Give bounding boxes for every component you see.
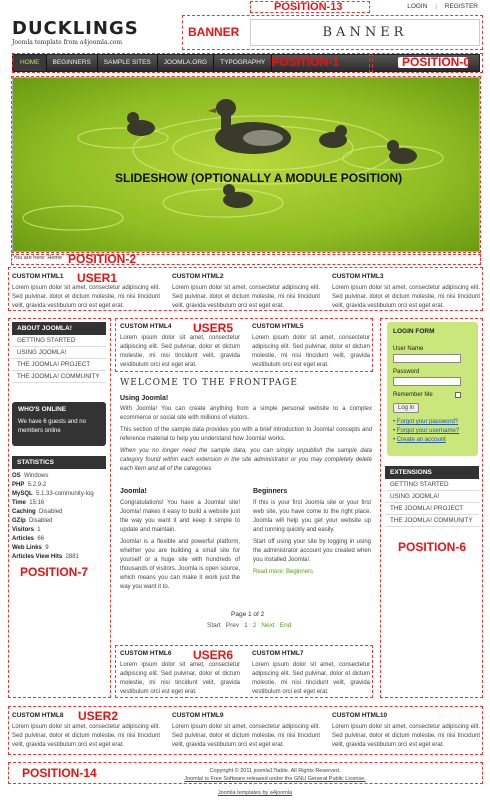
module-title: CUSTOM HTML1 [12,273,64,280]
banner-position-label: BANNER [188,25,240,39]
stat-row: Articles View Hits 2881 [12,554,79,560]
module-header: ABOUT JOOMLA! [12,322,106,335]
module-text: Lorem ipsum dolor sit amet, consectetur adipiscing elit. Sed pulvinar, dolor et dictum molestie, mi nisi tincidunt velit, gravida vestibulum orci est eget erat. [332,285,480,309]
main-content [120,378,372,474]
position-7-label: POSITION-7 [20,565,89,579]
menu-item-joomla-project[interactable]: THE JOOMLA! PROJECT [12,359,106,371]
menu-item-using-joomla[interactable]: USING JOOMLA! [12,347,106,359]
article-paragraph: If this is your first Joomla site or your first web site, you have come to the right place. Joomla will help you get your website up and running quickly and easily. [253,500,371,533]
position-6-label: POSITION-6 [398,540,467,554]
module-text: Lorem ipsum dolor sit amet, consectetur adipiscing elit. Sed pulvinar, dolor et dictum molestie, mi nisi tincidunt velit, gravida vestibulum orci est eget erat. [172,285,320,309]
custom-html2-module [172,273,320,311]
slideshow-label: SLIDESHOW (OPTIONALLY A MODULE POSITION) [115,171,403,185]
pagination [207,622,291,629]
menu-item-joomla-project[interactable]: THE JOOMLA! PROJECT [385,503,479,515]
article-paragraph: Joomla! is a flexible and powerful platform, whether you are building a small site for yourself or a huge site with hundreds of thousands of visitors. Joomla is open source, which means you can make it work just the way you want it to. [120,539,240,590]
position-1-label: POSITION-1 [271,55,340,69]
copyright: Copyright © 2011 joomla17table. All Rights Reserved. [209,768,341,774]
menu-item-getting-started[interactable]: GETTING STARTED [385,479,479,491]
custom-html10-module [332,712,480,750]
user5-label: USER5 [193,321,234,335]
template-credit-link[interactable]: Joomla templates by a4joomla [217,790,293,796]
pager-prev[interactable]: Prev [225,622,240,629]
article-paragraph: With Joomla! You can create anything from a simple personal website to a complex ecommerce or social site with millions of visitors. [120,406,372,421]
module-text: Lorem ipsum dolor sit amet, consectetur adipiscing elit. Sed pulvinar, dolor et dictum molestie, mi nisi tincidunt velit, gravida vestibulum orci est eget erat. [252,662,370,695]
nav-item-typography[interactable]: TYPOGRAPHY [214,55,272,71]
article-title[interactable]: Joomla! [120,488,147,495]
nav-item-joomla-org[interactable]: JOOMLA.ORG [158,55,214,71]
stat-row: Articles 66 [12,536,45,542]
article-title[interactable]: Beginners [253,488,288,495]
module-title: CUSTOM HTML9 [172,712,224,719]
nav-item-sample-sites[interactable]: SAMPLE SITES [98,55,158,71]
top-links: LOGIN | REGISTER [407,3,478,10]
module-title: CUSTOM HTML5 [252,323,304,330]
password-input[interactable] [393,377,461,386]
stat-row: MySQL 5.1.33-community-log [12,491,94,497]
menu-item-using-joomla[interactable]: USING JOOMLA! [385,491,479,503]
login-button[interactable]: Log in [393,403,419,413]
article-paragraph: Congratulations! You have a Joomla! site! Joomla! makes it easy to build a website just the way you want it and keep it simple to update and maintain. [120,500,240,533]
position-14-label: POSITION-14 [22,766,97,780]
create-account-link[interactable]: Create an account [396,437,446,443]
module-text: Lorem ipsum dolor sit amet, consectetur adipiscing elit. Sed pulvinar, dolor et dictum molestie, mi nisi tincidunt velit, gravida vestibulum orci est eget erat. [252,335,370,368]
page-title: WELCOME TO THE FRONTPAGE [120,378,298,388]
stat-row: GZip Disabled [12,518,53,524]
user1-label: USER1 [77,271,118,285]
position-0-label: POSITION-0 [402,55,471,69]
module-text: Lorem ipsum dolor sit amet, consectetur adipiscing elit. Sed pulvinar, dolor et dictum molestie, mi nisi tincidunt velit, gravida vestibulum orci est eget erat. [12,724,160,748]
module-title: CUSTOM HTML10 [332,712,388,719]
position-13-label: POSITION-13 [274,1,343,13]
remember-row [393,392,461,398]
login-form-module [387,322,478,456]
article-paragraph: When you no longer need the sample data, you can simply unpublish the sample data category found within each extension in the site administrator or you may completely delete each item and all of the categories [120,448,372,472]
banner-image[interactable]: BANNER [250,19,480,46]
nav-item-home[interactable]: HOME [14,55,47,71]
nav-item-beginners[interactable]: BEGINNERS [47,55,98,71]
position-2-label: POSITION-2 [68,252,137,266]
username-label: User Name [393,346,424,352]
module-text: Lorem ipsum dolor sit amet, consectetur adipiscing elit. Sed pulvinar, dolor et dictum molestie, mi nisi tincidunt velit, gravida vestibulum orci est eget erat. [332,724,480,748]
article-beginners [253,488,371,575]
module-text: We have 6 guests and no members online [18,419,86,434]
about-menu [12,335,106,383]
statistics-module [12,456,106,562]
whos-online-module [12,402,106,446]
username-input[interactable] [393,354,461,363]
article-paragraph: Start off using your site by logging in using the administrator account you created when you installed Joomla!. [253,539,371,563]
module-header: STATISTICS [12,456,106,469]
remember-checkbox[interactable] [455,392,461,398]
module-title: CUSTOM HTML8 [12,712,64,719]
article-subtitle: Using Joomla! [120,395,169,402]
forgot-password-link[interactable]: Forgot your password? [396,419,459,425]
module-title: CUSTOM HTML4 [120,323,172,330]
custom-html5-module [252,323,370,370]
stat-row: Web Links 9 [12,545,49,551]
menu-item-joomla-community[interactable]: THE JOOMLA! COMMUNITY [12,371,106,383]
pager-end[interactable]: End [279,622,292,629]
forgot-username-link[interactable]: Forgot your username? [396,428,460,434]
page-counter: Page 1 of 2 [231,611,265,618]
password-label: Password [393,369,420,375]
menu-item-joomla-community[interactable]: THE JOOMLA! COMMUNITY [385,515,479,527]
site-logo[interactable]: DUCKLINGS [12,18,139,39]
register-link[interactable]: REGISTER [444,3,478,10]
pager-start[interactable]: Start [207,622,221,629]
stat-row: PHP 5.2.9-2 [12,482,47,488]
site-tagline: Joomla template from a4joomla.com [12,39,123,46]
user2-label: USER2 [78,709,119,723]
custom-html3-module [332,273,480,311]
custom-html9-module [172,712,320,750]
menu-item-getting-started[interactable]: GETTING STARTED [12,335,106,347]
pager-page-1: 1 [244,622,248,629]
login-link[interactable]: LOGIN [407,3,428,10]
pager-next[interactable]: Next [261,622,275,629]
license-text[interactable]: Joomla! is Free Software released under the GNU General Public License. [184,776,366,782]
extensions-menu [385,479,479,527]
about-joomla-module [12,322,106,383]
login-links: • Forgot your password? • Forgot your username? • Create an account [393,419,460,443]
custom-html7-module [252,650,370,697]
module-text: Lorem ipsum dolor sit amet, consectetur adipiscing elit. Sed pulvinar, dolor et dictum molestie, mi nisi tincidunt velit, gravida vestibulum orci est eget erat. [120,662,240,695]
module-title: CUSTOM HTML7 [252,650,304,657]
user6-label: USER6 [193,648,234,662]
article-joomla [120,488,240,592]
module-header: EXTENSIONS [385,466,479,479]
article-paragraph: This section of the sample data provides you with a brief introduction to Joomla! concepts and reference material to help you understand how Joomla! works. [120,427,372,442]
stat-row: Visitors 1 [12,527,41,533]
stat-row: Caching Disabled [12,509,63,515]
statistics-list [12,469,106,562]
stat-row: Time 15:16 [12,500,45,506]
module-title: CUSTOM HTML2 [172,273,224,280]
module-text: Lorem ipsum dolor sit amet, consectetur adipiscing elit. Sed pulvinar, dolor et dictum molestie, mi nisi tincidunt velit, gravida vestibulum orci est eget erat. [172,724,320,748]
slideshow-position-box [11,76,481,253]
module-title: CUSTOM HTML3 [332,273,384,280]
footer-text [0,767,490,783]
module-header: LOGIN FORM [393,328,435,335]
pager-page-2[interactable]: 2 [252,622,257,629]
module-text: Lorem ipsum dolor sit amet, consectetur adipiscing elit. Sed pulvinar, dolor et dictum molestie, mi nisi tincidunt velit, gravida vestibulum orci est eget erat. [120,335,240,368]
remember-label: Remember Me [393,392,433,398]
module-header: WHO'S ONLINE [18,406,67,413]
read-more-link[interactable]: Read more: Beginners [253,569,314,575]
module-title: CUSTOM HTML6 [120,650,172,657]
extensions-module [385,466,479,527]
module-text: Lorem ipsum dolor sit amet, consectetur adipiscing elit. Sed pulvinar, dolor et dictum molestie, mi nisi tincidunt velit, gravida vestibulum orci est eget erat. [12,285,160,309]
stat-row: OS Windows [12,473,49,479]
breadcrumb: You are here: Home [13,255,63,261]
